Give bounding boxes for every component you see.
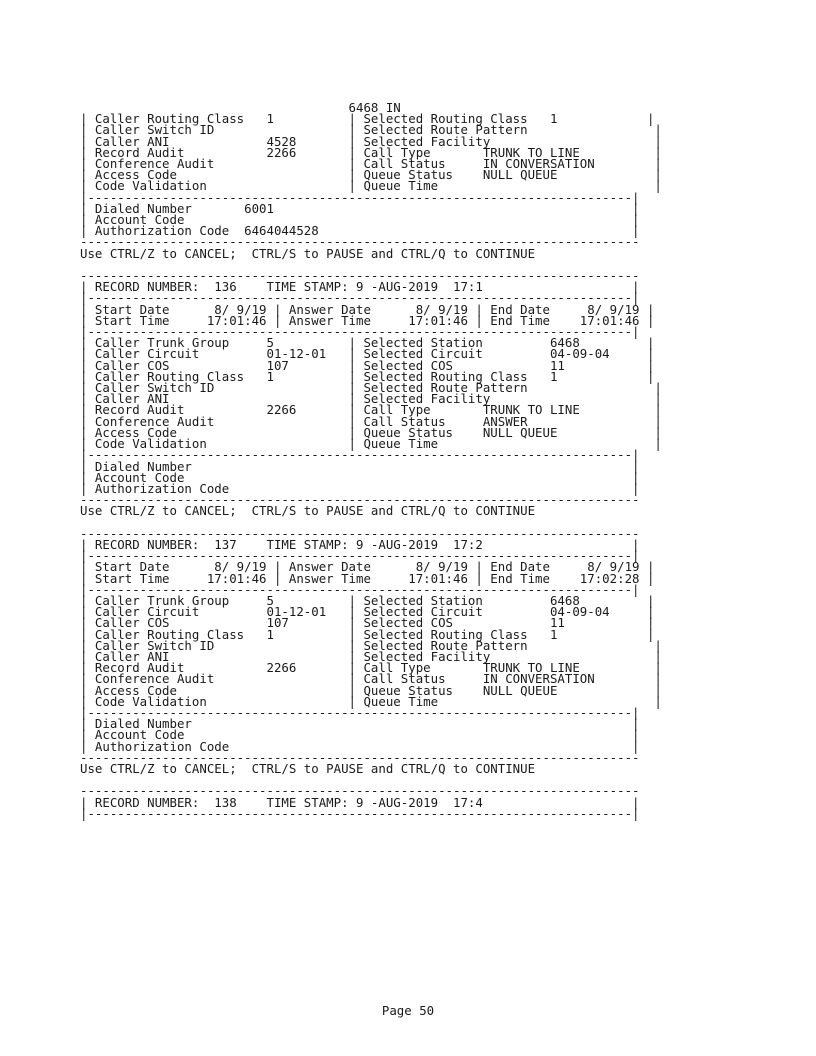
log-line: | Caller Switch ID | Selected Route Pattern | — [80, 637, 662, 653]
log-line: | Caller COS 107 | Selected COS 11 | — [80, 357, 655, 373]
page-number: Page 50 — [381, 1003, 435, 1018]
log-line: | Caller COS 107 | Selected COS 11 | — [80, 615, 655, 631]
log-line: | Authorization Code | — [80, 738, 640, 754]
call-record-log-text — [80, 102, 662, 819]
log-line: | Conference Audit | Call Status IN CONVERSATION | — [80, 156, 662, 172]
log-line: |-------------------------------------------------------------------------| — [80, 290, 640, 306]
log-line: --------------------------------------------------------------------------- — [80, 492, 640, 508]
log-line: --------------------------------------------------------------------------- — [80, 525, 640, 541]
log-line: |-------------------------------------------------------------------------| — [80, 189, 640, 205]
log-line: --------------------------------------------------------------------------- — [80, 268, 640, 284]
log-line: | Account Code | — [80, 469, 640, 485]
log-line: | Caller Switch ID | Selected Route Pattern | — [80, 380, 662, 396]
log-line: | Account Code | — [80, 727, 640, 743]
log-line: --------------------------------------------------------------------------- — [80, 749, 640, 765]
log-line: | Access Code | Queue Status NULL QUEUE | — [80, 424, 662, 440]
log-line: | RECORD NUMBER: 136 TIME STAMP: 9 -AUG-2019 17:1 | — [80, 279, 640, 295]
log-line: |-------------------------------------------------------------------------| — [80, 805, 640, 821]
log-line: | Code Validation | Queue Time | — [80, 436, 662, 452]
log-line: | Caller Circuit 01-12-01 | Selected Circuit 04-09-04 | — [80, 346, 655, 362]
log-line: | Start Time 17:01:46 | Answer Time 17:01:46 | End Time 17:01:46 | — [80, 312, 655, 328]
log-line: | Record Audit 2266 | Call Type TRUNK TO LINE | — [80, 660, 662, 676]
log-line: | Caller Trunk Group 5 | Selected Station 6468 | — [80, 592, 655, 608]
log-line: | Conference Audit | Call Status ANSWER | — [80, 413, 662, 429]
log-line: |-------------------------------------------------------------------------| — [80, 704, 640, 720]
log-line: | Caller ANI 4528 | Selected Facility | — [80, 133, 662, 149]
log-line: | Record Audit 2266 | Call Type TRUNK TO LINE | — [80, 144, 662, 160]
log-line: | Account Code | — [80, 212, 640, 228]
log-line: Use CTRL/Z to CANCEL; CTRL/S to PAUSE and CTRL/Q to CONTINUE — [80, 760, 536, 776]
log-line: --------------------------------------------------------------------------- — [80, 234, 640, 250]
log-line: | RECORD NUMBER: 138 TIME STAMP: 9 -AUG-2019 17:4 | — [80, 794, 640, 810]
log-line: | Caller Routing Class 1 | Selected Routing Class 1 | — [80, 368, 655, 384]
log-line: |-------------------------------------------------------------------------| — [80, 581, 640, 597]
log-line: | Caller Routing Class 1 | Selected Routing Class 1 | — [80, 626, 655, 642]
log-line: |-------------------------------------------------------------------------| — [80, 324, 640, 340]
log-line: | Dialed Number 6001 | — [80, 200, 640, 216]
log-line: | Conference Audit | Call Status IN CONVERSATION | — [80, 671, 662, 687]
log-line: Use CTRL/Z to CANCEL; CTRL/S to PAUSE and CTRL/Q to CONTINUE — [80, 245, 536, 261]
log-line: 6468 IN — [80, 100, 401, 115]
log-line: | Dialed Number | — [80, 458, 640, 474]
log-line: | Access Code | Queue Status NULL QUEUE | — [80, 167, 662, 183]
log-line: | Dialed Number | — [80, 716, 640, 732]
log-line: | Caller Trunk Group 5 | Selected Station 6468 | — [80, 335, 655, 351]
log-line: | Record Audit 2266 | Call Type TRUNK TO LINE | — [80, 402, 662, 418]
log-line: | Start Date 8/ 9/19 | Answer Date 8/ 9/19 | End Date 8/ 9/19 | — [80, 559, 655, 575]
log-line: | Caller Circuit 01-12-01 | Selected Circuit 04-09-04 | — [80, 604, 655, 620]
log-line: | Access Code | Queue Status NULL QUEUE | — [80, 682, 662, 698]
log-line: |-------------------------------------------------------------------------| — [80, 548, 640, 564]
log-line: | Authorization Code 6464044528 | — [80, 223, 640, 239]
log-line: |-------------------------------------------------------------------------| — [80, 447, 640, 463]
log-line: | Code Validation | Queue Time | — [80, 178, 662, 194]
log-line: --------------------------------------------------------------------------- — [80, 783, 640, 799]
log-line: | Caller Switch ID | Selected Route Pattern | — [80, 122, 662, 138]
log-line: | Start Time 17:01:46 | Answer Time 17:01:46 | End Time 17:02:28 | — [80, 570, 655, 586]
log-line: | Caller ANI | Selected Facility | — [80, 648, 662, 664]
log-line: Use CTRL/Z to CANCEL; CTRL/S to PAUSE and CTRL/Q to CONTINUE — [80, 503, 536, 519]
log-line: | RECORD NUMBER: 137 TIME STAMP: 9 -AUG-2019 17:2 | — [80, 536, 640, 552]
log-line: | Start Date 8/ 9/19 | Answer Date 8/ 9/19 | End Date 8/ 9/19 | — [80, 301, 655, 317]
log-line: | Authorization Code | — [80, 480, 640, 496]
log-line: | Caller Routing Class 1 | Selected Routing Class 1 | — [80, 111, 655, 127]
log-line: | Code Validation | Queue Time | — [80, 693, 662, 709]
log-line: | Caller ANI | Selected Facility | — [80, 391, 662, 407]
